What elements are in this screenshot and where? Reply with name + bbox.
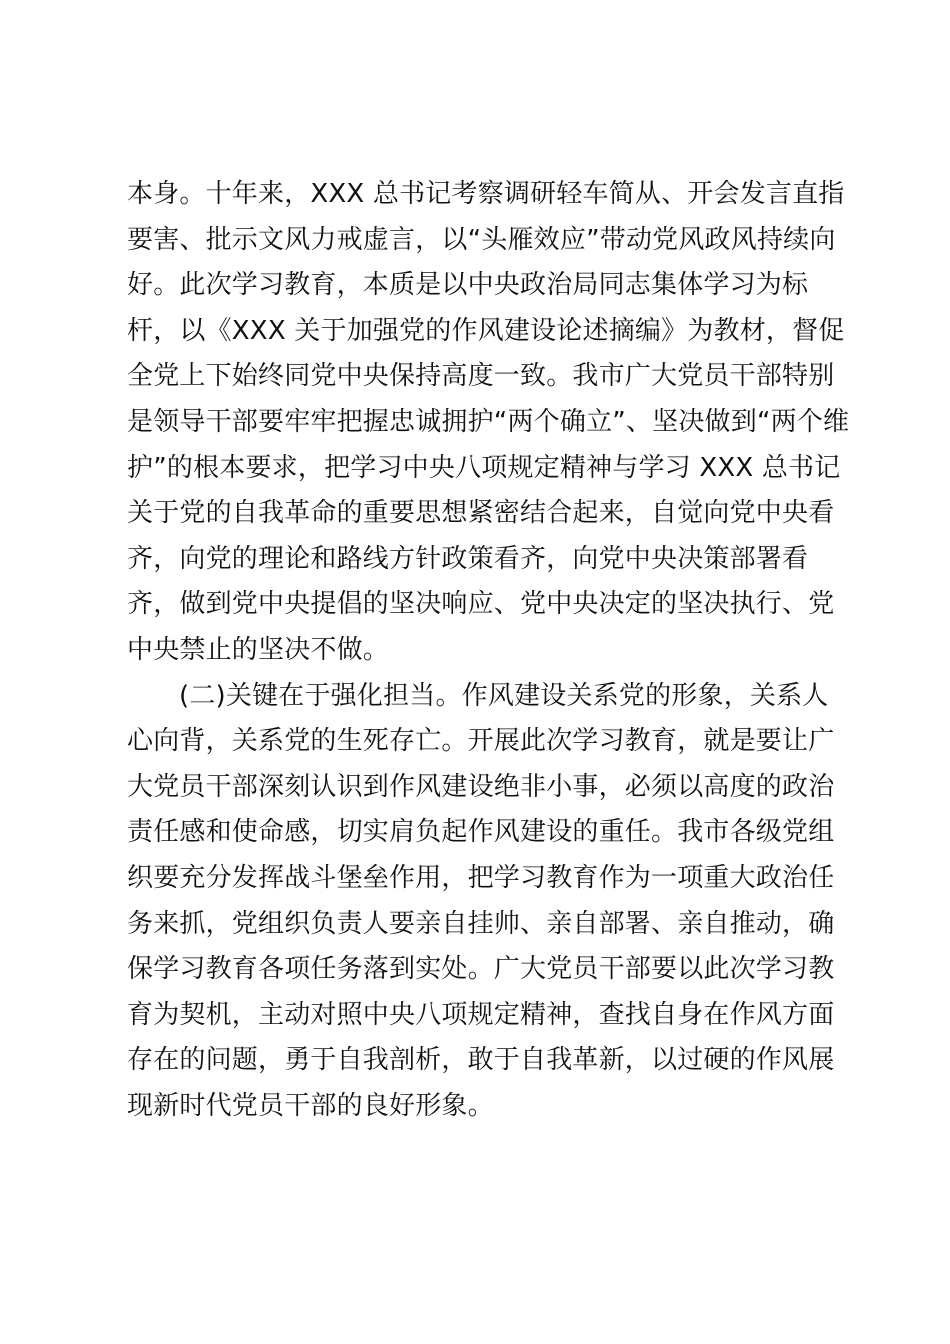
text-line: 护”的根本要求，把学习中央八项规定精神与学习 XXX 总书记 <box>127 452 841 483</box>
text-line: 存在的问题，勇于自我剖析，敢于自我革新，以过硬的作风展 <box>127 1045 835 1076</box>
text-line: 要害、批示文风力戒虚言，以“头雁效应”带动党风政风持续向 <box>127 224 836 255</box>
text-line: 全党上下始终同党中央保持高度一致。我市广大党员干部特别 <box>127 361 835 392</box>
text-line: 务来抓，党组织负责人要亲自挂帅、亲自部署、亲自推动，确 <box>127 908 835 939</box>
text-line: 现新时代党员干部的良好形象。 <box>127 1090 494 1121</box>
text-line: 中央禁止的坚决不做。 <box>127 634 390 665</box>
text-line: 齐，向党的理论和路线方针政策看齐，向党中央决策部署看 <box>127 543 809 574</box>
text-line: 大党员干部深刻认识到作风建设绝非小事，必须以高度的政治 <box>127 771 835 802</box>
text-line: 本身。十年来，XXX 总书记考察调研轻车简从、开会发言直指 <box>127 179 845 209</box>
text-line: 织要充分发挥战斗堡垒作用，把学习教育作为一项重大政治任 <box>127 862 835 893</box>
text-line: 是领导干部要牢牢把握忠诚拥护“两个确立”、坚决做到“两个维 <box>127 406 850 437</box>
text-line: 好。此次学习教育，本质是以中央政治局同志集体学习为标 <box>127 270 809 301</box>
text-line: 杆，以《XXX 关于加强党的作风建设论述摘编》为教材，督促 <box>127 315 845 346</box>
text-line: 责任感和使命感，切实肩负起作风建设的重任。我市各级党组 <box>127 817 835 848</box>
body-text <box>127 172 850 1129</box>
text-line: 心向背，关系党的生死存亡。开展此次学习教育，就是要让广 <box>127 726 835 757</box>
text-line: 保学习教育各项任务落到实处。广大党员干部要以此次学习教 <box>127 954 835 985</box>
text-line: 育为契机，主动对照中央八项规定精神，查找自身在作风方面 <box>127 999 835 1030</box>
text-line: 齐，做到党中央提倡的坚决响应、党中央决定的坚决执行、党 <box>127 589 835 620</box>
text-line: 关于党的自我革命的重要思想紧密结合起来，自觉向党中央看 <box>127 498 835 529</box>
paragraph-heading-line: (二)关键在于强化担当。作风建设关系党的形象，关系人 <box>179 680 829 711</box>
